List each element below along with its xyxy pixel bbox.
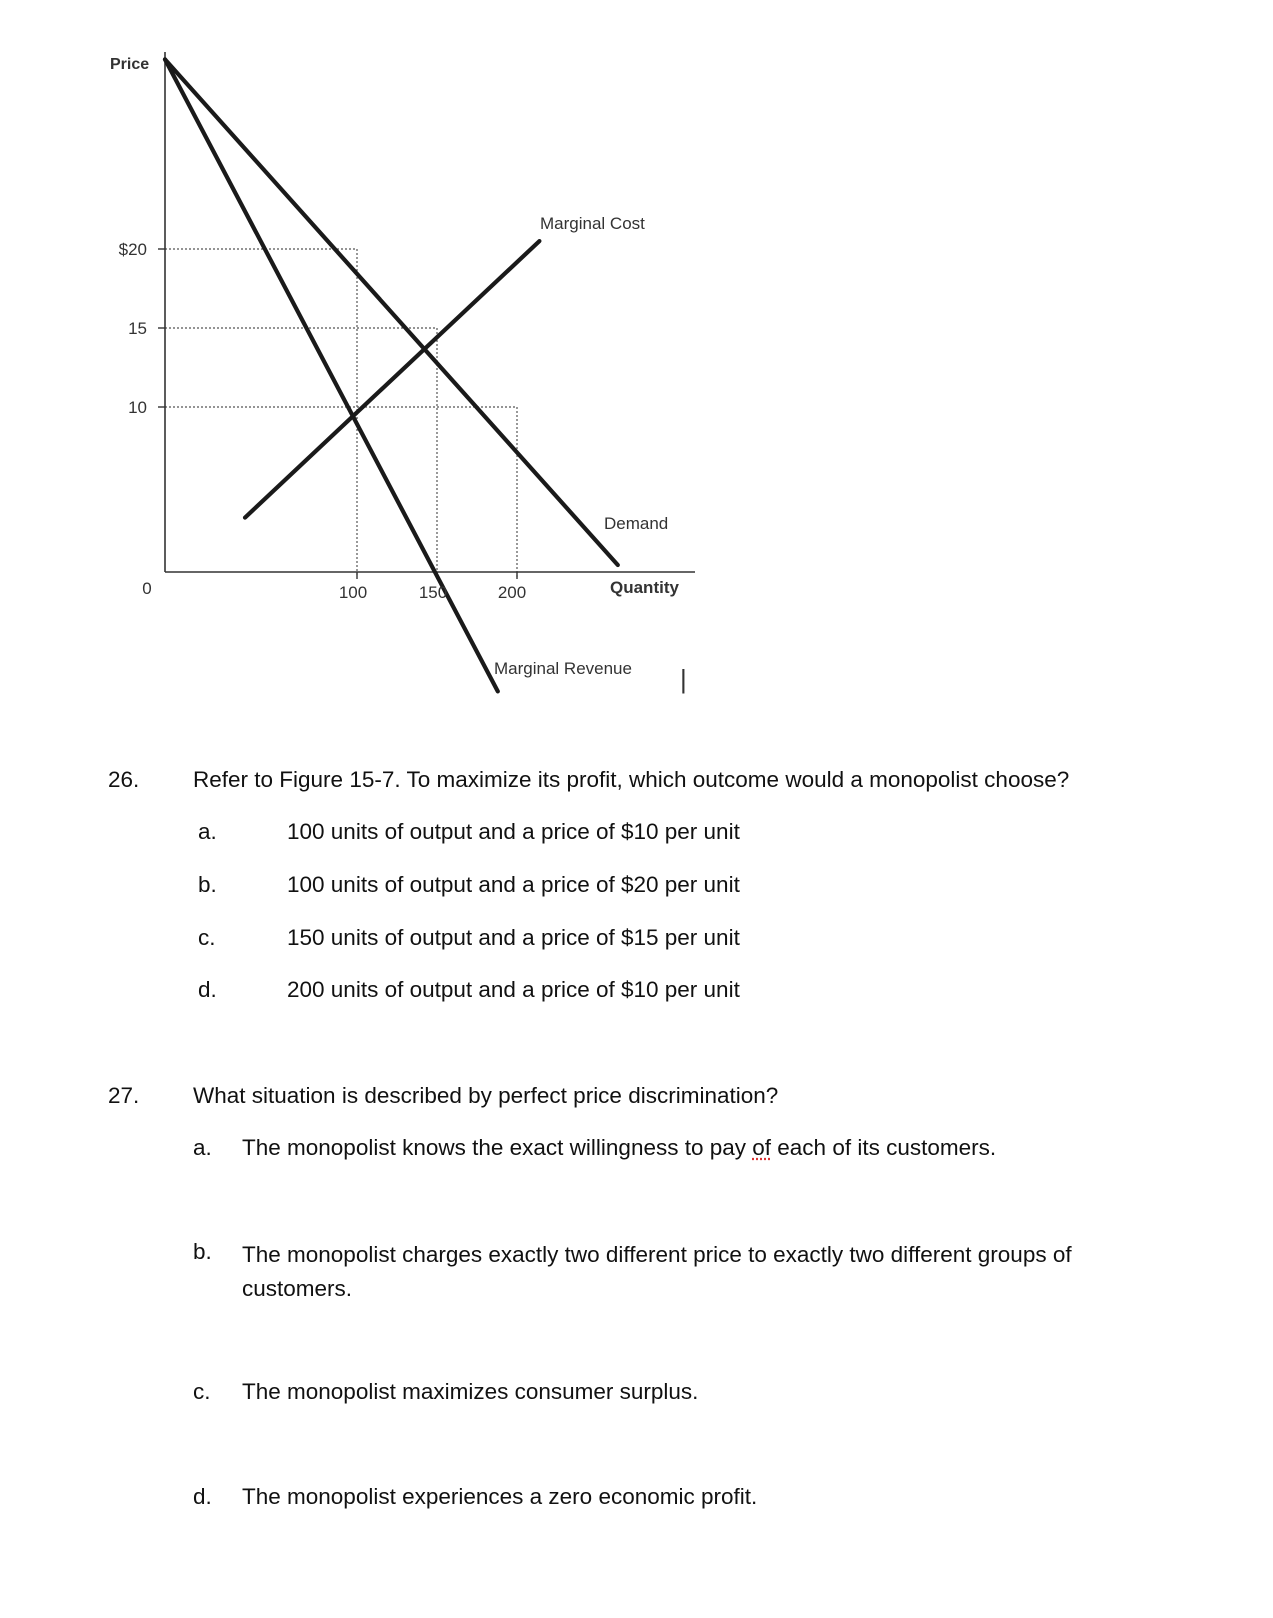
q26-option-d-text: 200 units of output and a price of $10 per unit [287, 977, 740, 1002]
q26-option-b-letter: b. [198, 872, 217, 897]
mr-label: Marginal Revenue [494, 659, 632, 678]
q27-number: 27. [108, 1083, 140, 1108]
q26-option-c-letter: c. [198, 925, 216, 950]
q27-option-b-letter: b. [193, 1239, 212, 1264]
q27-option-a-letter: a. [193, 1135, 212, 1160]
q27-option-c-letter: c. [193, 1379, 211, 1404]
y-tick-label-20: $20 [118, 240, 147, 259]
y-tick-label-10: 10 [128, 398, 147, 417]
figure-15-7 [0, 0, 760, 720]
q26-option-d-letter: d. [198, 977, 217, 1002]
y-axis-label: Price [110, 56, 150, 73]
x-tick-label-100: 100 [338, 583, 368, 602]
q27-option-a-text-start: The monopolist knows the exact willingness to pay [242, 1135, 753, 1160]
demand-label: Demand [604, 514, 669, 533]
x-tick-label-200: 200 [497, 583, 527, 602]
q26-number: 26. [108, 767, 140, 792]
q27-option-c-text: The monopolist maximizes consumer surplus. [242, 1379, 699, 1404]
q26-option-c-text: 150 units of output and a price of $15 per unit [287, 925, 740, 950]
y-tick-label-15: 15 [128, 319, 147, 338]
dotted-guides [165, 249, 517, 577]
mc-label: Marginal Cost [540, 214, 645, 233]
q26-option-a-text: 100 units of output and a price of $10 per unit [287, 819, 740, 844]
q27-option-d-letter: d. [193, 1484, 212, 1509]
q27-option-a-text-end: each of its customers. [771, 1135, 997, 1160]
marginal-cost-curve [245, 241, 539, 517]
spellcheck-marked-word[interactable]: of [752, 1135, 772, 1160]
x-tick-label-150: 150 [418, 583, 448, 602]
curves [165, 59, 618, 691]
q26-option-b-text: 100 units of output and a price of $20 per unit [287, 872, 740, 897]
q27-option-d-text: The monopolist experiences a zero economic profit. [242, 1484, 758, 1509]
q26-prompt: Refer to Figure 15-7. To maximize its profit, which outcome would a monopolist choose? [193, 767, 1070, 792]
q27-option-a-text [242, 1134, 1182, 1162]
q26-option-a-letter: a. [198, 819, 217, 844]
x-axis-label: Quantity [610, 578, 679, 597]
axis-ticks [158, 249, 517, 579]
origin-label: 0 [142, 579, 152, 598]
q27-option-b-text: The monopolist charges exactly two different price to exactly two different groups of customers. [242, 1242, 1072, 1301]
text-cursor: | [680, 664, 687, 694]
q27-prompt: What situation is described by perfect price discrimination? [193, 1083, 779, 1108]
